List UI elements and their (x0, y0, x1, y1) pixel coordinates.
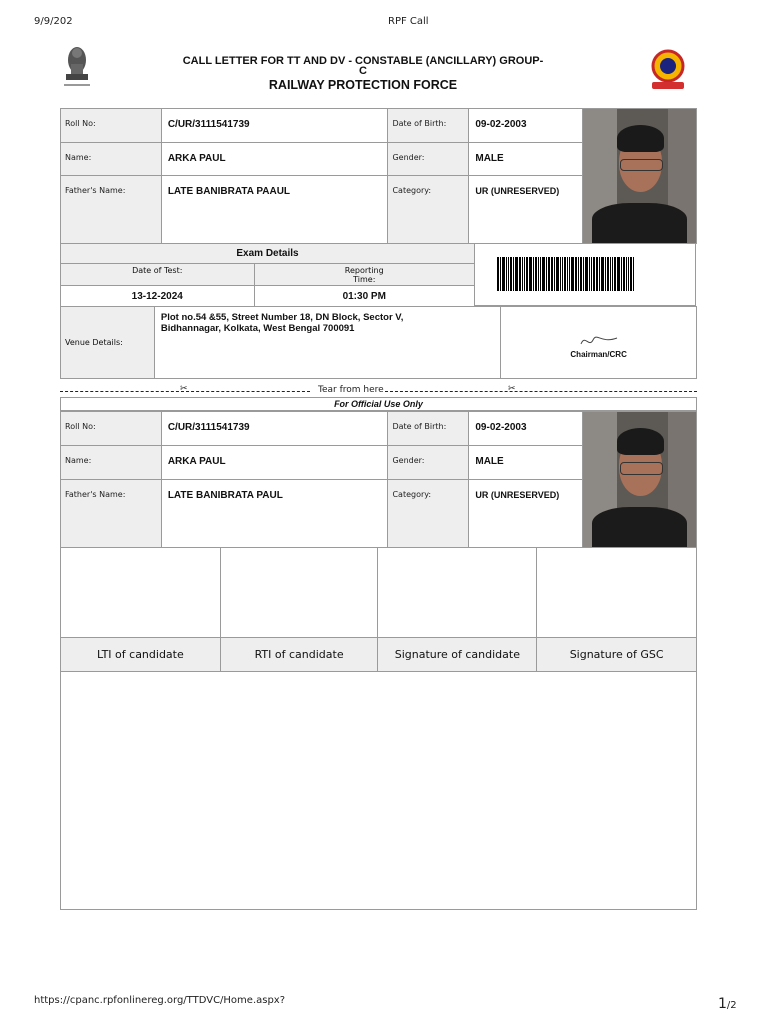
lti-label: LTI of candidate (61, 638, 221, 672)
gender-value: MALE (469, 446, 583, 480)
barcode-bar (556, 257, 559, 291)
barcode-bar (506, 257, 507, 291)
barcode-bar (575, 257, 577, 291)
barcode-bar (580, 257, 582, 291)
barcode-bar (605, 257, 606, 291)
barcode-box (475, 243, 696, 306)
venue-address-line-1: Plot no.54 &55, Street Number 18, DN Block, Sector V, (160, 312, 404, 323)
barcode-bar (510, 257, 512, 291)
signature-scribble-icon (579, 332, 619, 350)
rti-box (220, 548, 378, 638)
category-label: Category: (388, 176, 469, 244)
barcode-bar (546, 257, 547, 291)
barcode-bar (633, 257, 634, 291)
tear-line (60, 385, 697, 397)
barcode-bar (519, 257, 521, 291)
barcode (497, 257, 635, 291)
gender-value: MALE (469, 143, 583, 176)
reporting-label-line-1: Reporting (344, 266, 384, 275)
venue-label: Venue Details: (61, 307, 155, 379)
page-number (718, 993, 737, 1012)
exam-details-header: Exam Details (61, 244, 475, 264)
title-line-1b: C (359, 65, 367, 77)
barcode-bar (591, 257, 592, 291)
official-use-header: For Official Use Only (60, 397, 697, 411)
barcode-bar (569, 257, 570, 291)
barcode-bar (540, 257, 541, 291)
category-value: UR (UNRESERVED) (469, 480, 583, 548)
candidate-photo (583, 109, 697, 244)
name-label: Name: (61, 446, 162, 480)
signatures-table (60, 547, 697, 672)
tear-text: Tear from here (318, 385, 384, 395)
date-of-test-label: Date of Test: (61, 264, 255, 286)
reporting-label-line-2: Time: (353, 275, 376, 284)
barcode-bar (502, 257, 505, 291)
date-of-test-value: 13-12-2024 (61, 286, 255, 307)
barcode-bar (589, 257, 590, 291)
page-total: /2 (726, 1000, 737, 1011)
father-label: Father's Name: (61, 480, 162, 548)
print-date: 9/9/202 (34, 16, 73, 27)
gsc-signature-label: Signature of GSC (537, 638, 697, 672)
barcode-bar (626, 257, 627, 291)
footer-url[interactable]: https://cpanc.rpfonlinereg.org/TTDVC/Home.aspx? (34, 995, 286, 1006)
category-label: Category: (388, 480, 469, 548)
gender-label: Gender: (388, 143, 469, 176)
name-value: ARKA PAUL (161, 446, 388, 480)
barcode-bar (607, 257, 609, 291)
barcode-bar (583, 257, 584, 291)
barcode-bar (617, 257, 620, 291)
scissors-icon: ✂ (508, 384, 516, 394)
candidate-photo (583, 412, 697, 548)
barcode-bar (614, 257, 616, 291)
candidate-table (60, 108, 697, 244)
dob-value: 09-02-2003 (469, 109, 583, 143)
dob-label: Date of Birth: (388, 109, 469, 143)
candidate-signature-box (378, 548, 537, 638)
barcode-bar (542, 257, 545, 291)
barcode-bar (596, 257, 598, 291)
barcode-bar (562, 257, 563, 291)
official-candidate-table (60, 411, 697, 548)
barcode-bar (630, 257, 632, 291)
barcode-bar (551, 257, 553, 291)
barcode-bar (593, 257, 595, 291)
barcode-bar (522, 257, 523, 291)
barcode-bar (497, 257, 499, 291)
name-label: Name: (61, 143, 162, 176)
lti-box (61, 548, 221, 638)
barcode-bar (554, 257, 555, 291)
father-value: LATE BANIBRATA PAUL (161, 480, 388, 548)
barcode-bar (560, 257, 561, 291)
name-value: ARKA PAUL (161, 143, 388, 176)
print-title: RPF Call (388, 16, 429, 27)
barcode-bar (524, 257, 525, 291)
barcode-bar (513, 257, 514, 291)
barcode-bar (535, 257, 537, 291)
rpf-badge-icon (648, 48, 688, 92)
gsc-signature-box (537, 548, 697, 638)
barcode-bar (610, 257, 611, 291)
dob-label: Date of Birth: (388, 412, 469, 446)
reporting-time-label (254, 264, 475, 286)
father-value: LATE BANIBRATA PAAUL (161, 176, 388, 244)
venue-address (154, 307, 500, 379)
signatory-cell (501, 307, 697, 379)
candidate-signature-label: Signature of candidate (378, 638, 537, 672)
page-current: 1 (718, 996, 727, 1012)
roll-no-label: Roll No: (61, 109, 162, 143)
gender-label: Gender: (388, 446, 469, 480)
scissors-icon: ✂ (180, 384, 188, 394)
roll-no-value: C/UR/3111541739 (161, 412, 388, 446)
barcode-bar (564, 257, 566, 291)
title-line-1: CALL LETTER FOR TT AND DV - CONSTABLE (ANCILLARY) GROUP- (182, 55, 544, 67)
barcode-bar (578, 257, 579, 291)
barcode-bar (585, 257, 588, 291)
barcode-bar (548, 257, 550, 291)
barcode-bar (533, 257, 534, 291)
rti-label: RTI of candidate (220, 638, 378, 672)
blank-area (60, 671, 697, 910)
barcode-bar (623, 257, 625, 291)
barcode-bar (500, 257, 501, 291)
barcode-bar (529, 257, 532, 291)
dob-value: 09-02-2003 (469, 412, 583, 446)
barcode-bar (515, 257, 518, 291)
barcode-bar (526, 257, 528, 291)
title-line-2: RAILWAY PROTECTION FORCE (268, 78, 458, 92)
reporting-time-value: 01:30 PM (254, 286, 475, 307)
roll-no-label: Roll No: (61, 412, 162, 446)
venue-table (60, 306, 697, 379)
barcode-bar (621, 257, 622, 291)
roll-no-value: C/UR/3111541739 (161, 109, 388, 143)
barcode-bar (571, 257, 574, 291)
barcode-bar (508, 257, 509, 291)
exam-details-table (60, 243, 475, 307)
venue-address-line-2: Bidhannagar, Kolkata, West Bengal 700091 (160, 323, 355, 334)
national-emblem-icon (62, 44, 92, 92)
signatory-title: Chairman/CRC (570, 350, 627, 359)
barcode-bar (567, 257, 568, 291)
barcode-bar (538, 257, 539, 291)
barcode-bar (601, 257, 604, 291)
category-value: UR (UNRESERVED) (469, 176, 583, 244)
barcode-bar (612, 257, 613, 291)
barcode-bar (599, 257, 600, 291)
barcode-bar (628, 257, 629, 291)
father-label: Father's Name: (61, 176, 162, 244)
